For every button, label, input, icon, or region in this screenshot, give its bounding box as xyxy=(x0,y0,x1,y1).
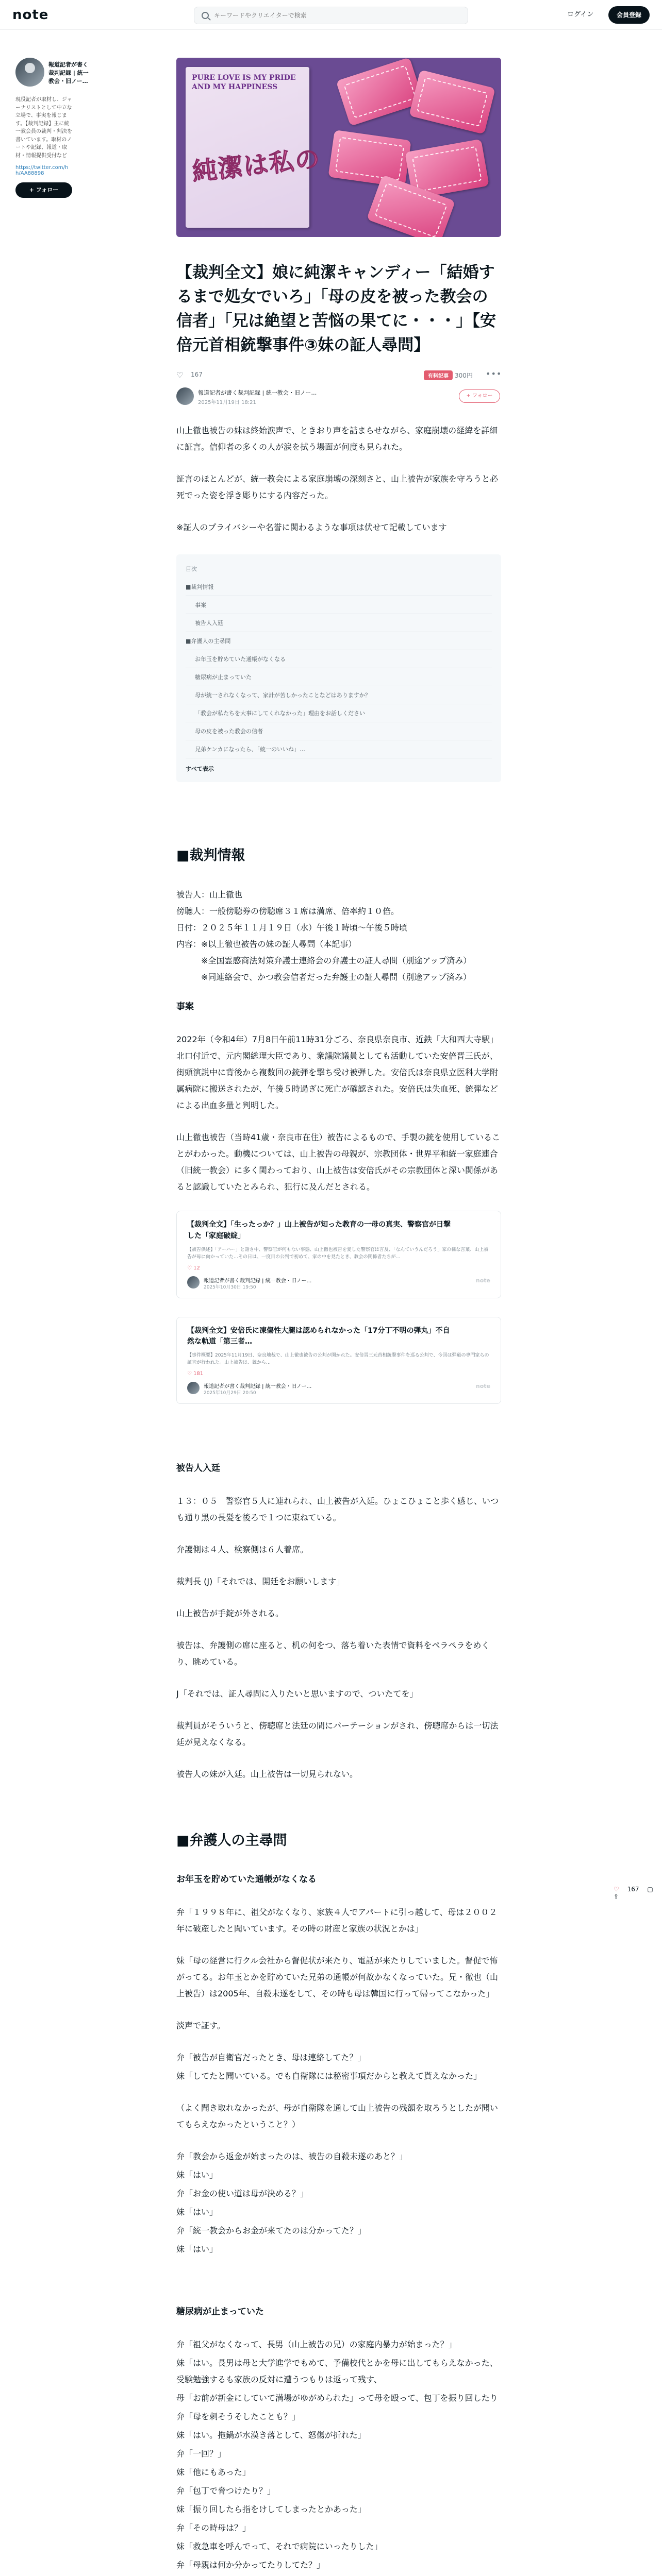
trial-info-line: 傍聴人：一般傍聴券の傍聴席３１席は満席、倍率約１０倍。 xyxy=(176,906,400,917)
body-paragraph: 弁「お金の使い道は母が決める？」 xyxy=(176,2188,309,2198)
author-name[interactable]: 報道記者が書く裁判記録 | 統一教会・旧ノー… xyxy=(198,389,317,397)
body-paragraph: 被告人の妹が入廷。山上被告は一切見られない。 xyxy=(176,1769,358,1779)
embed-date: 2025年10月29日 20:50 xyxy=(204,1390,256,1396)
savings-body xyxy=(176,1904,501,2258)
subsection-heading: 事案 xyxy=(176,1002,194,1012)
toc-show-all[interactable]: すべて表示 xyxy=(186,766,214,773)
article-main xyxy=(176,58,501,2575)
section-heading: ■弁護人の主尋問 xyxy=(176,1832,287,1849)
floating-actions xyxy=(614,1886,662,1898)
sidebar-bio: 現役記者が取材し、ジャーナリストとして中立な立場で、事実を報じます。【裁判記録】主に統一教会員の裁判・判決を書いています。取材のノートや記録、報道・取材・情報提供受付など xyxy=(15,97,72,159)
note-logo[interactable]: note xyxy=(12,7,49,23)
embed-title[interactable]: 【裁判全文】安倍氏に凍傷性大腿は認められなかった「17分丁不明の弾丸」不自然な軌道「第三者… xyxy=(187,1326,450,1346)
article-intro xyxy=(176,422,501,536)
body-paragraph: J「それでは、証人尋問に入りたいと思いますので、ついたてを」 xyxy=(176,1688,418,1699)
candy-image xyxy=(409,70,495,134)
article-meta xyxy=(176,369,501,382)
intro-paragraph: ※証人のプライバシーや名誉に関わるような事項は伏せて記載しています xyxy=(176,522,447,533)
share-icon[interactable]: ⇪ xyxy=(614,1893,619,1900)
case-body xyxy=(176,1031,501,1195)
toc-item[interactable]: 被告人入廷 xyxy=(186,614,492,632)
follow-button[interactable]: + フォロー xyxy=(459,389,500,403)
article-title: 【裁判全文】娘に純潔キャンディー「結婚するまで処女でいろ」「母の皮を被った教会の信者」「兄は絶望と苦悩の果てに・・・」【安倍元首相銃撃事件③妹の証人尋問】 xyxy=(176,263,496,355)
body-paragraph: 弁「祖父がなくなって、長男（山上被告の兄）の家庭内暴力が始まった？」 xyxy=(176,2339,457,2349)
body-paragraph: 裁判長 (J)「それでは、開廷をお願いします」 xyxy=(176,1576,345,1586)
embed-likes: ♡ 12 xyxy=(187,1265,200,1271)
body-paragraph: （よく聞き取れなかったが、母が自衛隊を通して山上被告の残額を取ろうとしたが聞いてもらえなかったということ？） xyxy=(176,2103,499,2129)
note-logo: note xyxy=(475,1277,490,1284)
trial-info-line: 被告人：山上徹也 xyxy=(176,890,243,900)
note-logo: note xyxy=(475,1382,490,1389)
trial-info-line: ※全国霊感商法対策弁護士連絡会の弁護士の証人尋問（別途アップ済み） xyxy=(176,956,472,966)
body-paragraph: 弁「統一教会からお金が来てたのは分かってた？」 xyxy=(176,2225,367,2235)
body-paragraph: 弁「母を刺そうそしたことも？」 xyxy=(176,2411,301,2421)
hero-text-en: PURE LOVE IS MY PRIDE AND MY HAPPINESS xyxy=(192,74,296,92)
body-paragraph: 淡声で証す。 xyxy=(176,2020,225,2030)
body-paragraph: 弁「被告が自衛官だったとき、母は連絡してた？」 xyxy=(176,2052,366,2062)
body-paragraph: 弁「１９９８年に、祖父がなくなり、家族４人でアパートに引っ越して、母は２００２年に破産したと聞いています。その時の財産と家族の状況とかは」 xyxy=(176,1907,498,1934)
paid-badge: 有料記事 xyxy=(424,370,453,380)
body-paragraph: 妹「母の経営に行クル会社から督促状が来たり、電話が来たりしていました。督促で怖がってる。お年玉とかを貯めていた兄弟の通帳が何故かなくなっていた。兄・徹也（山上被告）は2005年、自殺未遂をして、その時も母は韓国に行って帰ってこなかった」 xyxy=(176,1955,499,1998)
toc-heading: 目次 xyxy=(186,566,197,573)
body-paragraph: 山上被告が手錠が外される。 xyxy=(176,1608,284,1618)
diabetes-body xyxy=(176,2336,501,2573)
toc-item[interactable]: ■裁判情報 xyxy=(186,578,492,596)
embed-date: 2025年10月30日 19:50 xyxy=(204,1284,256,1290)
body-paragraph: 妹「してたと聞いている。でも自衛隊には秘密事項だからと教えて貰えなかった」 xyxy=(176,2071,482,2081)
toc-item[interactable]: 兄弟ケンカになったら、「統一のいいね」… xyxy=(186,740,492,758)
body-paragraph: 母「お前が新金にしていて満場がゆがめられた」って母を殴って、包丁を振り回したり xyxy=(176,2393,498,2403)
heart-icon[interactable]: ♡ xyxy=(176,370,184,380)
body-paragraph: 妹「救急車を呼んでって、それで病院にいったりした」 xyxy=(176,2541,383,2551)
login-link[interactable]: ログイン xyxy=(567,11,594,19)
top-header xyxy=(0,0,662,30)
subsection-heading: 糖尿病が止まっていた xyxy=(176,2306,264,2317)
embed-author-name: 報道記者が書く裁判記録 | 統一教会・旧ノー… xyxy=(204,1383,312,1389)
body-paragraph: 妹「はい。拖鍋が水漠き落として、怒傷が折れた」 xyxy=(176,2430,366,2440)
toc-item[interactable]: 母が統一されなくなって、家計が苦しかったことなどはありますか？ xyxy=(186,686,492,704)
body-paragraph: 妹「はい」 xyxy=(176,2207,218,2217)
section-heading: ■裁判情報 xyxy=(176,848,245,864)
author-sidebar xyxy=(15,58,89,198)
body-paragraph: 弁「母親は何か分かってたりしてた？」 xyxy=(176,2560,325,2570)
body-paragraph: 弁「一回？」 xyxy=(176,2448,226,2459)
heart-icon[interactable]: ♡ xyxy=(614,1886,619,1893)
intro-paragraph: 山上徹也被告の妹は終始涙声で、ときおり声を詰まらせながら、家庭崩壊の経緯を詳細に証言。信仰者の多くの人が涙を拭う場面が何度も見られた。 xyxy=(176,426,498,452)
search-input[interactable] xyxy=(214,7,461,24)
toc-item[interactable]: ■弁護人の主尋問 xyxy=(186,632,492,650)
candy-image xyxy=(328,130,411,188)
embed-title[interactable]: 【裁判全文】「生ったっか？」山上被告が知った教育の一母の真実、警察官が日撃した「家庭破綻」 xyxy=(187,1221,451,1241)
subsection-heading: 被告人入廷 xyxy=(176,1463,220,1473)
avatar xyxy=(187,1382,200,1394)
table-of-contents xyxy=(176,554,501,782)
body-paragraph: 妹「はい」 xyxy=(176,2170,218,2180)
more-icon[interactable]: ••• xyxy=(486,369,502,379)
body-paragraph: 弁「包丁で脅つけたり？」 xyxy=(176,2485,276,2496)
body-paragraph: 妹「はい。長男は母と大学進学でもめて、予備校代とかを母に出してもらえなかった、受験勉強するも家族の反対に遭うつもりは返って残す、 xyxy=(176,2358,498,2384)
follow-button[interactable]: + フォロー xyxy=(15,182,72,198)
embed-excerpt: 【事件概要】2025年11月19日、奈良地裁で、山上徹也被告の公判が開かれた。安倍晋三元首相銃撃事件を巡る公判で、今回は弾道の専門家らの証言が行われた。山上被告は、銃から… xyxy=(187,1352,489,1366)
body-paragraph: 妹「振り回したら指をけしてしまったとかあった」 xyxy=(176,2504,366,2514)
intro-paragraph: 証言のほとんどが、統一教会による家庭崩壊の深刻さと、山上被告が家族を守ろうと必死でった姿を浮き彫りにする内容だった。 xyxy=(176,474,499,501)
toc-item[interactable]: 「教会が私たちを大事にしてくれなかった」理由をお話しください xyxy=(186,704,492,722)
trial-info xyxy=(176,887,501,986)
embedded-article-card[interactable] xyxy=(176,1317,501,1404)
toc-item[interactable]: 母の皮を被った教会の信者 xyxy=(186,722,492,740)
sidebar-author-name[interactable]: 報道記者が書く裁判記録 | 統一教会・旧ノー… xyxy=(48,61,89,84)
body-paragraph: 弁「その時母は？」 xyxy=(176,2522,251,2533)
hero-image xyxy=(176,58,501,237)
author-row xyxy=(176,386,501,407)
toc-item[interactable]: お年玉を貯めていた通帳がなくなる xyxy=(186,650,492,668)
sidebar-link[interactable]: https://twitter.com/hh/AA88898 xyxy=(15,165,69,176)
subsection-heading: お年玉を貯めていた通帳がなくなる xyxy=(176,1874,317,1885)
search-icon xyxy=(202,12,209,19)
avatar[interactable] xyxy=(176,387,194,405)
body-paragraph: 妹「はい」 xyxy=(176,2244,218,2254)
trial-info-line: ※同連絡会で、かつ教会信者だった弁護士の証人尋問（別途アップ済み） xyxy=(176,972,471,982)
embed-author-name: 報道記者が書く裁判記録 | 統一教会・旧ノー… xyxy=(204,1278,312,1284)
body-paragraph: 弁護側は４人、検察側は６人着席。 xyxy=(176,1544,309,1554)
body-paragraph: 被告は、弁護側の席に座ると、机の何をつ、落ち着いた表情で資料をペラペラをめくり、眺めている。 xyxy=(176,1640,490,1667)
comment-icon[interactable]: ▢ xyxy=(647,1886,653,1893)
body-paragraph: 2022年（令和4年）7月8日午前11時31分ごろ、奈良県奈良市、近鉄「大和西大寺駅」北口付近で、元内閣総理大臣であり、衆議院議員としても活動していた安倍晋三氏が、街頭演説中に背後から複数回の銃弾を撃ち受け被弾した。安倍氏は奈良県立医科大学附属病院に搬送されたが、午後５時過ぎに死亡が確認された。安倍氏は失血死、銃弾などによる出血多量と判明した。 xyxy=(176,1035,499,1111)
body-paragraph: 弁「教会から返金が始まったのは、被告の自殺未遂のあと？」 xyxy=(176,2151,408,2161)
body-paragraph: 山上徹也被告（当時41歳・奈良市在住）被告によるもので、手製の銃を使用していることがわかった。動機については、山上被告の母親が、宗教団体・世界平和統一家庭連合（旧統一教会）に多く関わっており、山上被告は安倍氏がその宗教団体と深い関係があると認識していたとみられ、犯行に及んだとされる。 xyxy=(176,1132,501,1192)
trial-info-line: 日付：２０２５年１１月１９日（水）午後１時頃〜午後５時頃 xyxy=(176,923,408,933)
candy-image xyxy=(336,58,424,126)
hero-text-ja: 純潔は私の xyxy=(191,144,322,187)
search-box[interactable] xyxy=(194,7,468,24)
floating-like-count: 167 xyxy=(627,1886,639,1893)
signup-button[interactable]: 会員登録 xyxy=(608,6,650,24)
price-label: 300円 xyxy=(455,372,473,380)
body-paragraph: １３：０５ 警察官５人に連れられ、山上被告が入廷。ひょこひょこと歩く感じ、いつも通り黒の長髪を後ろで１つに束ねている。 xyxy=(176,1496,499,1522)
toc-item[interactable]: 事案 xyxy=(186,596,492,614)
embed-likes: ♡ 181 xyxy=(187,1370,204,1377)
body-paragraph: 妹「他にもあった」 xyxy=(176,2467,251,2477)
embed-excerpt: 【被告供述】「アーハー」と話さ中、警察官が何もない事態、山上徹也被告を愛した警察官は言及、「なんていうんだろう」家の様な言葉、山上被告が母に向かっていた…その日は、一度目の公判で初めて、家の中を見たとき、教会の関係者たちが… xyxy=(187,1247,489,1260)
like-count: 167 xyxy=(191,371,203,379)
trial-info-line: 内容：※以上徹也被告の妹の証人尋問（本記事） xyxy=(176,939,357,950)
avatar[interactable] xyxy=(15,58,44,87)
avatar xyxy=(187,1276,200,1289)
embed-author xyxy=(187,1275,490,1291)
body-paragraph: 裁判員がそういうと、傍聴席と法廷の間にパーテーションがされ、傍聴席からは一切法廷が見えなくなる。 xyxy=(176,1720,499,1747)
toc-item[interactable]: 糖尿病が止まっていた xyxy=(186,668,492,686)
entry-body xyxy=(176,1493,501,1783)
embed-author xyxy=(187,1381,490,1396)
publish-date: 2025年11月19日 18:21 xyxy=(198,400,256,406)
embedded-article-card[interactable] xyxy=(176,1211,501,1298)
